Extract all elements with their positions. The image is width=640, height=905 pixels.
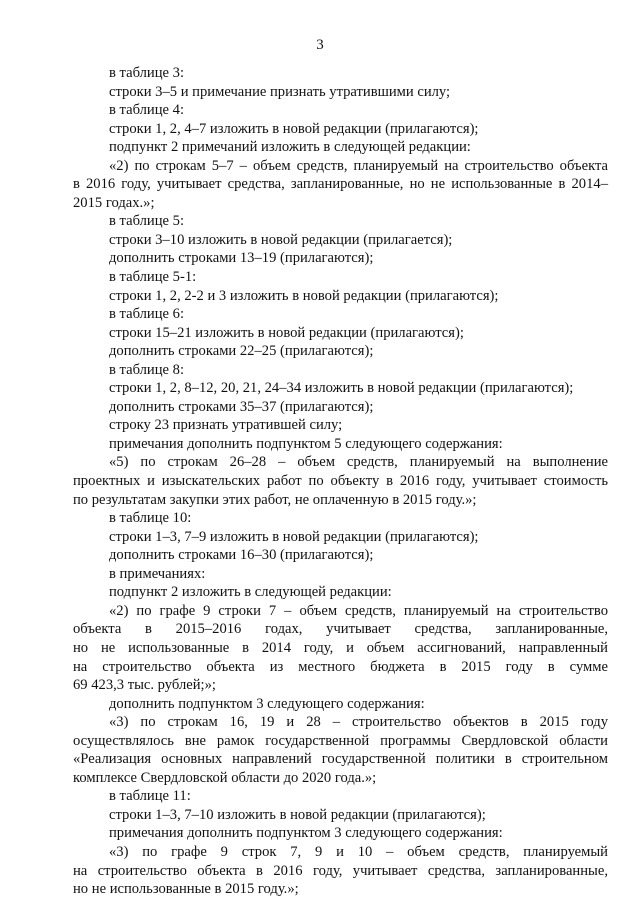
paragraph-table-3-rows: строки 3–5 и примечание признать утратившими силу; bbox=[109, 83, 451, 100]
paragraph-table-11-note-intro: примечания дополнить подпунктом 3 следующего содержания: bbox=[109, 825, 503, 842]
text-line: на строительство объекта из местного бюджета в 2015 году в сумме bbox=[73, 658, 608, 675]
paragraph-table-5-add: дополнить строками 13–19 (прилагаются); bbox=[109, 250, 374, 267]
paragraph-table-10-note-2 bbox=[73, 602, 608, 695]
text-line: «3) по строкам 16, 19 и 28 – строительство объектов в 2015 году bbox=[109, 714, 608, 731]
page-number: 3 bbox=[316, 37, 324, 53]
paragraph-table-10-note-3-intro: дополнить подпунктом 3 следующего содержания: bbox=[109, 695, 425, 712]
paragraph-table-4-rows: строки 1, 2, 4–7 изложить в новой редакции (прилагаются); bbox=[109, 120, 479, 137]
paragraph-table-10-note-2-intro: подпункт 2 изложить в следующей редакции: bbox=[109, 584, 392, 601]
text-line: в 2016 году, учитывает средства, запланированные, но не использованные в 2014– bbox=[73, 176, 608, 193]
document-body bbox=[73, 64, 608, 899]
paragraph-table-11: в таблице 11: bbox=[109, 788, 191, 805]
text-line: «2) по строкам 5–7 – объем средств, планируемый на строительство объекта bbox=[109, 157, 608, 174]
paragraph-table-5-1: в таблице 5-1: bbox=[109, 269, 197, 286]
paragraph-table-6-add: дополнить строками 22–25 (прилагаются); bbox=[109, 343, 374, 360]
paragraph-table-11-rows: строки 1–3, 7–10 изложить в новой редакции (прилагаются); bbox=[109, 806, 486, 823]
text-line: объекта в 2015–2016 годах, учитывает средства, запланированные, bbox=[73, 621, 608, 638]
paragraph-table-4: в таблице 4: bbox=[109, 102, 185, 119]
paragraph-table-10-rows: строки 1–3, 7–9 изложить в новой редакции (прилагаются); bbox=[109, 528, 479, 545]
paragraph-table-10-add: дополнить строками 16–30 (прилагаются); bbox=[109, 547, 374, 564]
text-line: но не использованные в 2014 году, и объем ассигнований, направленный bbox=[73, 639, 608, 656]
paragraph-table-4-note-2 bbox=[73, 157, 608, 213]
text-line: «3) по графе 9 строк 7, 9 и 10 – объем средств, планируемый bbox=[109, 843, 608, 860]
paragraph-table-6-rows: строки 15–21 изложить в новой редакции (прилагаются); bbox=[109, 324, 464, 341]
text-line: «5) по строкам 26–28 – объем средств, планируемый на выполнение bbox=[109, 454, 608, 471]
paragraph-table-5-1-rows: строки 1, 2, 2-2 и 3 изложить в новой редакции (прилагаются); bbox=[109, 287, 499, 304]
text-line: но не использованные в 2015 году.»; bbox=[73, 881, 299, 898]
paragraph-table-8-add: дополнить строками 35–37 (прилагаются); bbox=[109, 398, 374, 415]
paragraph-table-10-note-3 bbox=[73, 713, 608, 787]
paragraph-table-8-row-23: строку 23 признать утратившей силу; bbox=[109, 417, 343, 434]
paragraph-table-4-note-intro: подпункт 2 примечаний изложить в следующей редакции: bbox=[109, 139, 471, 156]
text-line: 69 423,3 тыс. рублей;»; bbox=[73, 677, 216, 694]
paragraph-table-11-note-3 bbox=[73, 843, 608, 899]
text-line: осуществлялось вне рамок государственной программы Свердловской области bbox=[73, 732, 608, 749]
paragraph-table-6: в таблице 6: bbox=[109, 306, 185, 323]
paragraph-table-8-rows: строки 1, 2, 8–12, 20, 21, 24–34 изложить в новой редакции (прилагаются); bbox=[109, 380, 574, 397]
text-line: «2) по графе 9 строки 7 – объем средств, планируемый на строительство bbox=[109, 602, 608, 619]
paragraph-table-3: в таблице 3: bbox=[109, 65, 185, 81]
text-line: по результатам закупки этих работ, не оплаченную в 2015 году.»; bbox=[73, 491, 477, 508]
text-line: на строительство объекта в 2016 году, учитывает средства, запланированные, bbox=[73, 862, 608, 879]
paragraph-table-8-note-5 bbox=[73, 453, 608, 509]
text-line: комплексе Свердловской области до 2020 года.»; bbox=[73, 769, 377, 786]
text-line: «Реализация основных направлений государственной политики в строительном bbox=[73, 751, 608, 768]
paragraph-table-5-rows: строки 3–10 изложить в новой редакции (прилагается); bbox=[109, 231, 453, 248]
text-line: проектных и изыскательских работ по объекту в 2016 году, учитывает стоимость bbox=[73, 473, 608, 490]
paragraph-table-8: в таблице 8: bbox=[109, 361, 185, 378]
paragraph-table-10-notes: в примечаниях: bbox=[109, 565, 206, 582]
paragraph-table-8-note-intro: примечания дополнить подпунктом 5 следующего содержания: bbox=[109, 435, 503, 452]
paragraph-table-10: в таблице 10: bbox=[109, 510, 192, 527]
text-line: 2015 годах.»; bbox=[73, 194, 155, 211]
paragraph-table-5: в таблице 5: bbox=[109, 213, 185, 230]
